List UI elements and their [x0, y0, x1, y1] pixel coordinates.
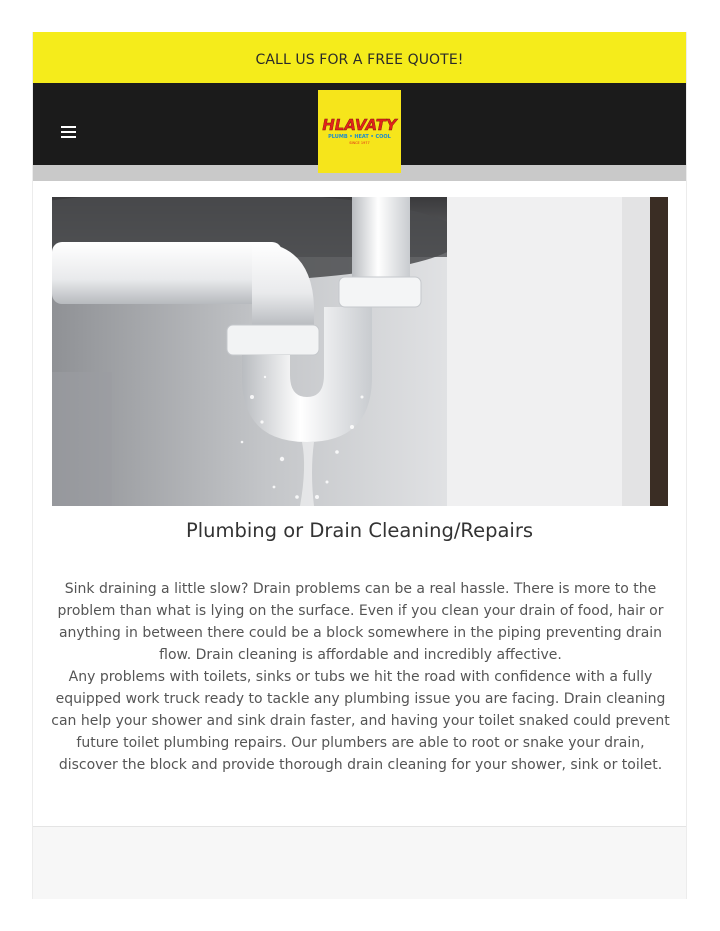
paragraph-drain-problems: Sink draining a little slow? Drain problems can be a real hassle. There is more to the problem than what is lying on the surface. Even if you clean your drain of food, hair or anything in between there could be a block somewhere in the piping preventing drain flow. Drain cleaning is affordable and incredibly affective.	[57, 581, 664, 663]
company-logo[interactable]	[318, 90, 401, 173]
section-title: Plumbing or Drain Cleaning/Repairs	[185, 519, 534, 542]
free-quote-link[interactable]: CALL US FOR A FREE QUOTE!	[255, 51, 464, 68]
logo-graphic	[318, 90, 401, 173]
site-header	[33, 83, 686, 165]
logo-name: HLAVATY	[322, 116, 397, 134]
logo-tagline: PLUMB • HEAT • COOL	[328, 134, 391, 140]
footer-area	[33, 827, 686, 899]
section-description	[49, 578, 672, 776]
logo-sub: SINCE 1977	[349, 141, 370, 145]
leaking-pipe-image	[52, 197, 668, 506]
page-frame	[32, 32, 687, 899]
paragraph-services: Any problems with toilets, sinks or tubs we hit the road with confidence with a fully equipped work truck ready to tackle any plumbing issue you are facing. Drain cleaning can help your shower and sink drain faster, and having your toilet snaked could prevent future toilet plumbing repairs. Our plumbers are able to root or snake your drain, discover the block and provide thorough drain cleaning for your shower, sink or toilet.	[51, 669, 670, 773]
hamburger-menu-icon[interactable]	[61, 126, 76, 138]
free-quote-bar[interactable]	[33, 32, 686, 83]
